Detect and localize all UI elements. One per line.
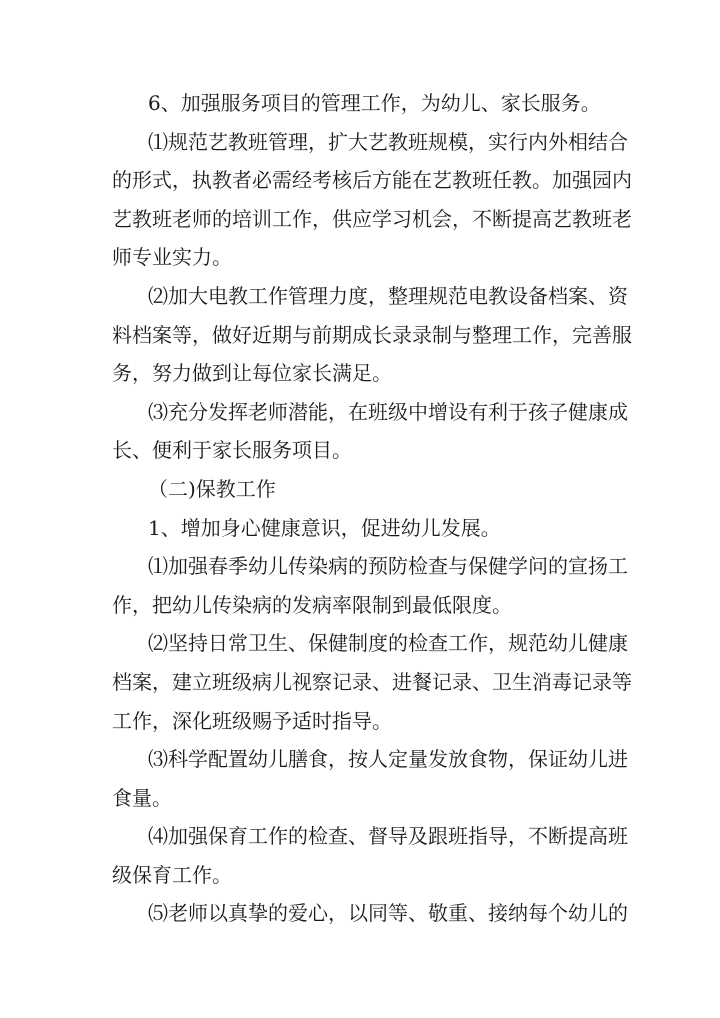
text-line: 6、加强服务项目的管理工作，为幼儿、家长服务。 [148, 91, 601, 115]
text-line: ⑴规范艺教班管理，扩大艺教班规模，实行内外相结合 [148, 129, 628, 154]
document-body [112, 84, 632, 933]
text-line: 工作，深化班级赐予适时指导。 [112, 708, 392, 733]
text-line: 食量。 [112, 785, 172, 810]
text-line: ⑷加强保育工作的检查、督导及跟班指导，不断提高班 [148, 824, 628, 849]
text-line: ⑶充分发挥老师潜能，在班级中增设有利于孩子健康成 [148, 399, 628, 424]
text-line: 的形式，执教者必需经考核后方能在艺教班任教。加强园内 [112, 168, 632, 193]
text-line: 档案，建立班级病儿视察记录、进餐记录、卫生消毒记录等 [112, 669, 632, 694]
text-line: ⑵加大电教工作管理力度，整理规范电教设备档案、资 [148, 283, 628, 308]
text-line: 艺教班老师的培训工作，供应学习机会，不断提高艺教班老 [112, 206, 632, 231]
text-line: 1、增加身心健康意识，促进幼儿发展。 [148, 515, 501, 540]
text-line: ⑶科学配置幼儿膳食，按人定量发放食物，保证幼儿进 [148, 747, 628, 772]
text-line: 长、便利于家长服务项目。 [112, 438, 352, 463]
text-line: ⑵坚持日常卫生、保健制度的检查工作，规范幼儿健康 [148, 631, 628, 656]
text-line: 师专业实力。 [112, 245, 232, 270]
text-line: ⑸老师以真挚的爱心，以同等、敬重、接纳每个幼儿的 [148, 901, 628, 926]
text-line: 料档案等，做好近期与前期成长录录制与整理工作，完善服 [112, 322, 632, 347]
text-line: 作，把幼儿传染病的发病率限制到最低限度。 [112, 592, 512, 617]
text-line: ⑴加强春季幼儿传染病的预防检查与保健学问的宣扬工 [148, 554, 628, 579]
text-line: （二)保教工作 [148, 476, 276, 501]
text-line: 务，努力做到让每位家长满足。 [112, 361, 392, 386]
text-line: 级保育工作。 [112, 862, 232, 887]
